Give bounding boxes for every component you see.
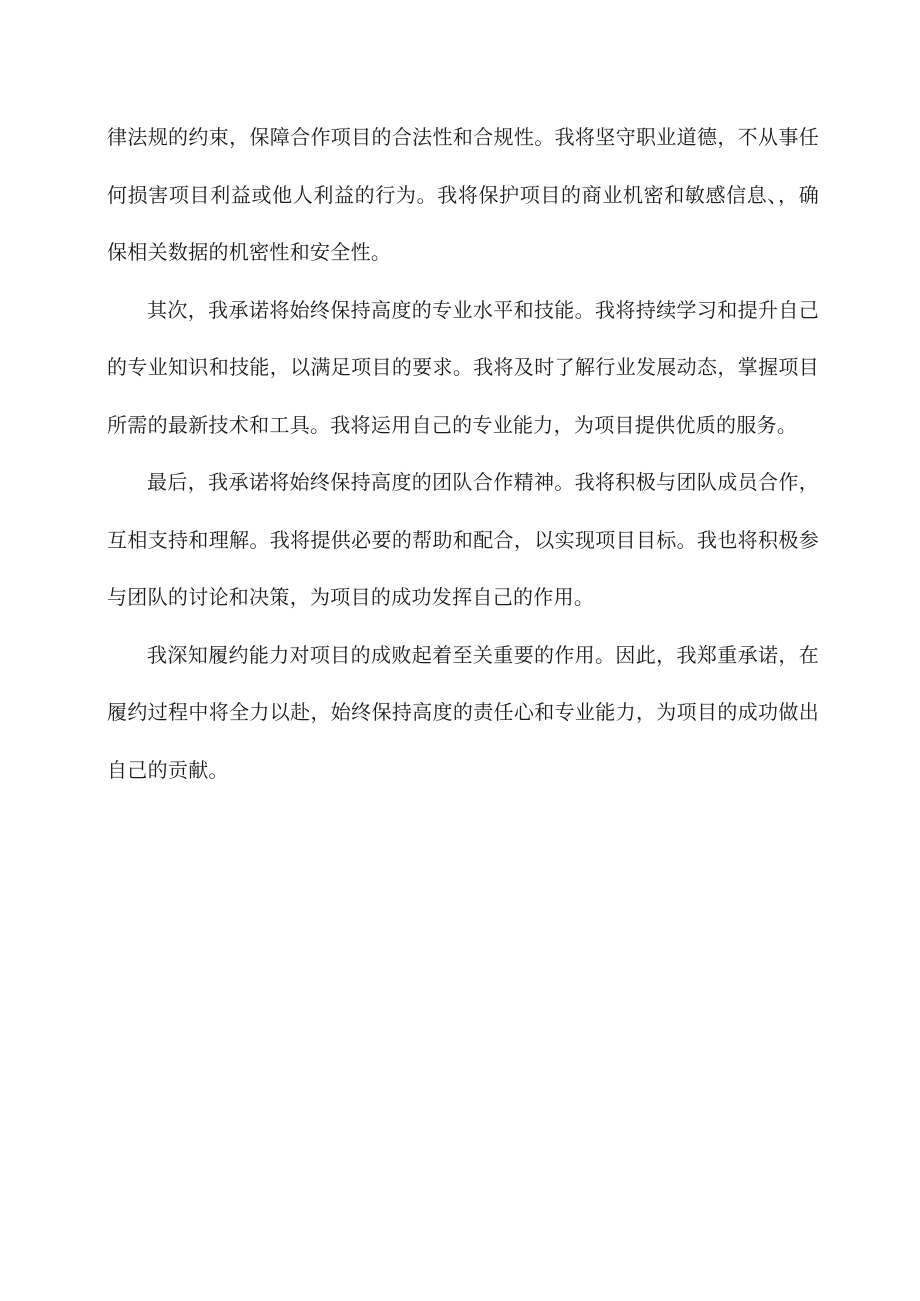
paragraph-commitment: 我深知履约能力对项目的成败起着至关重要的作用。因此，我郑重承诺，在履约过程中将全力以赴，始终保持高度的责任心和专业能力，为项目的成功做出自己的贡献。 — [107, 642, 819, 782]
document-body — [107, 109, 819, 799]
paragraph-teamwork: 最后，我承诺将始终保持高度的团队合作精神。我将积极与团队成员合作，互相支持和理解。我将提供必要的帮助和配合，以实现项目目标。我也将积极参与团队的讨论和决策，为项目的成功发挥自己的作用。 — [107, 470, 819, 609]
paragraph-professional-skills: 其次，我承诺将始终保持高度的专业水平和技能。我将持续学习和提升自己的专业知识和技能，以满足项目的要求。我将及时了解行业发展动态，掌握项目所需的最新技术和工具。我将运用自己的专业能力，为项目提供优质的服务。 — [107, 297, 819, 437]
paragraph-continuation: 律法规的约束，保障合作项目的合法性和合规性。我将坚守职业道德，不从事任何损害项目利益或他人利益的行为。我将保护项目的商业机密和敏感信息、，确保相关数据的机密性和安全性。 — [107, 125, 819, 264]
